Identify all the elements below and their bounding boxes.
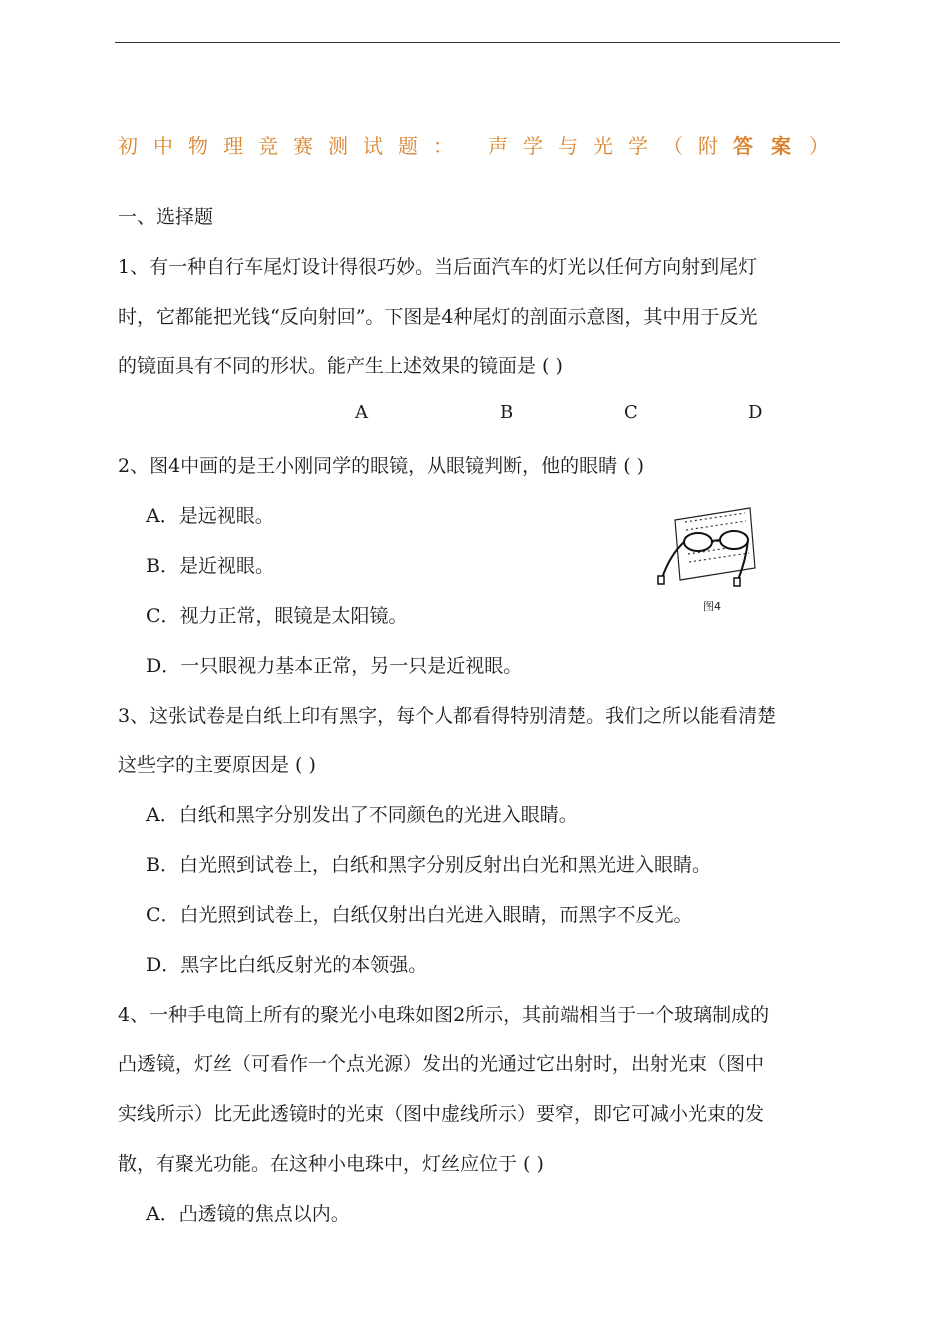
q4-line-3: 实线所示）比无此透镜时的光束（图中虚线所示）要窄，即它可减小光束的发	[118, 1103, 765, 1125]
q4-line-2: 凸透镜，灯丝（可看作一个点光源）发出的光通过它出射时，出射光束（图中	[118, 1053, 765, 1075]
q3-option-c: C．白光照到试卷上，白纸仅射出白光进入眼睛，而黑字不反光。	[146, 904, 693, 926]
q4-line-4: 散，有聚光功能。在这种小电珠中，灯丝应位于 ( )	[118, 1153, 544, 1175]
q3-option-a: A．白纸和黑字分别发出了不同颜色的光进入眼睛。	[146, 804, 578, 826]
section-heading: 一、选择题	[118, 206, 214, 228]
page-title	[118, 130, 838, 159]
q1-choice-a: A	[355, 402, 368, 423]
q4-line-1: 4、一种手电筒上所有的聚光小电珠如图2所示，其前端相当于一个玻璃制成的	[118, 1004, 770, 1026]
q3-option-b: B．白光照到试卷上，白纸和黑字分别反射出白光和黑光进入眼睛。	[146, 854, 711, 876]
q2-option-a: A．是远视眼。	[146, 505, 274, 527]
q1-choice-d: D	[748, 402, 763, 423]
title-answer: 答案	[733, 134, 809, 158]
q1-line-3: 的镜面具有不同的形状。能产生上述效果的镜面是 ( )	[118, 355, 563, 377]
q1-choice-b: B	[500, 402, 514, 423]
q2-option-c: C．视力正常，眼镜是太阳镜。	[146, 605, 408, 627]
q2-line-1: 2、图4中画的是王小刚同学的眼镜，从眼镜判断，他的眼睛 ( )	[118, 455, 645, 477]
title-part-1: 初中物理竞赛测试题：	[118, 134, 468, 158]
q3-option-d: D．黑字比白纸反射光的本领强。	[146, 954, 428, 976]
q4-option-a: A．凸透镜的焦点以内。	[146, 1203, 350, 1225]
q2-option-b: B．是近视眼。	[146, 555, 274, 577]
title-part-2: 声学与光学（附	[488, 134, 733, 158]
q1-line-1: 1、有一种自行车尾灯设计得很巧妙。当后面汽车的灯光以任何方向射到尾灯	[118, 256, 758, 278]
title-part-4: ）	[809, 134, 839, 158]
figure-caption: 图4	[703, 600, 721, 613]
q1-line-2: 时，它都能把光钱“反向射回”。下图是4种尾灯的剖面示意图，其中用于反光	[118, 306, 758, 328]
q3-line-1: 3、这张试卷是白纸上印有黑字，每个人都看得特别清楚。我们之所以能看清楚	[118, 705, 777, 727]
q3-line-2: 这些字的主要原因是 ( )	[118, 754, 316, 776]
q1-choice-c: C	[624, 402, 638, 423]
header-rule	[115, 42, 840, 43]
q2-option-d: D．一只眼视力基本正常，另一只是近视眼。	[146, 655, 523, 677]
